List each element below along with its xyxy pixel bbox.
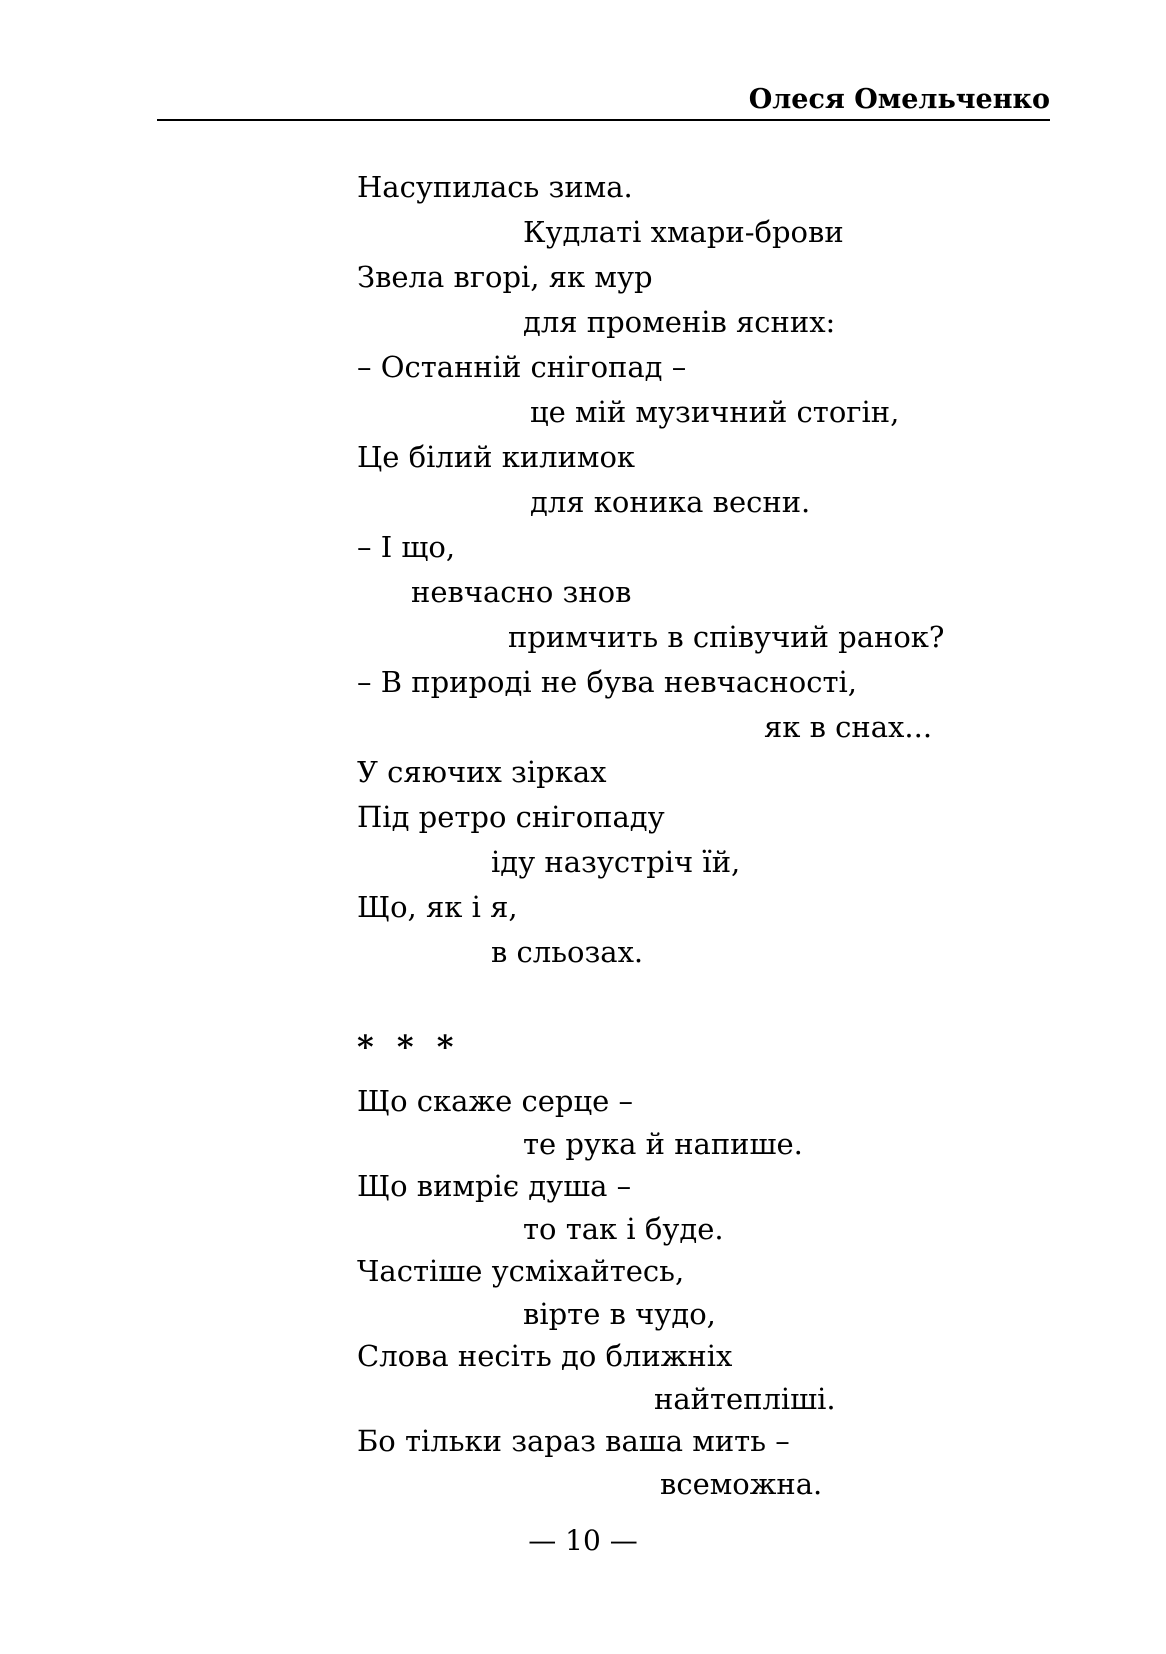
- poem-line: Насупилась зима.: [357, 170, 633, 204]
- poem-line: Слова несіть до ближніх: [357, 1339, 733, 1373]
- poem-line: Звела вгорі, як мур: [357, 260, 653, 294]
- header-divider: [157, 119, 1050, 121]
- poem-line: то так і буде.: [523, 1212, 724, 1246]
- poem-line: найтепліші.: [654, 1382, 836, 1416]
- poem-line: в сльозах.: [491, 935, 644, 969]
- poem-line: Що вимріє душа –: [357, 1169, 632, 1203]
- poem-line: вірте в чудо,: [523, 1297, 716, 1331]
- poem-line: для променів ясних:: [523, 305, 836, 339]
- poem-line: Бо тільки зараз ваша мить –: [357, 1424, 790, 1458]
- poem-line: Під ретро снігопаду: [357, 800, 665, 834]
- running-header-author: Олеся Омельченко: [748, 84, 1050, 115]
- poem-line: невчасно знов: [411, 575, 632, 609]
- poem-line: Частіше усміхайтесь,: [357, 1254, 685, 1288]
- poem-line: – І що,: [357, 530, 456, 564]
- poem-line: – Останній снігопад –: [357, 350, 687, 384]
- poem-line: У сяючих зірках: [357, 755, 607, 789]
- poem-line: Що, як і я,: [357, 890, 518, 924]
- section-separator: * * *: [357, 1028, 460, 1066]
- poem-line: це мій музичний стогін,: [530, 395, 900, 429]
- poem-line: Це білий килимок: [357, 440, 636, 474]
- poem-line: всеможна.: [660, 1467, 823, 1501]
- poem-line: те рука й напише.: [523, 1127, 803, 1161]
- poem-line: Кудлаті хмари-брови: [523, 215, 844, 249]
- poem-line: іду назустріч їй,: [491, 845, 741, 879]
- poem-line: – В природі не бува невчасності,: [357, 665, 857, 699]
- poem-line: для коника весни.: [530, 485, 811, 519]
- poem-line: примчить в співучий ранок?: [508, 620, 945, 654]
- poem-line: як в снах...: [764, 710, 933, 744]
- poem-line: Що скаже серце –: [357, 1084, 633, 1118]
- page-number: — 10 —: [528, 1524, 638, 1557]
